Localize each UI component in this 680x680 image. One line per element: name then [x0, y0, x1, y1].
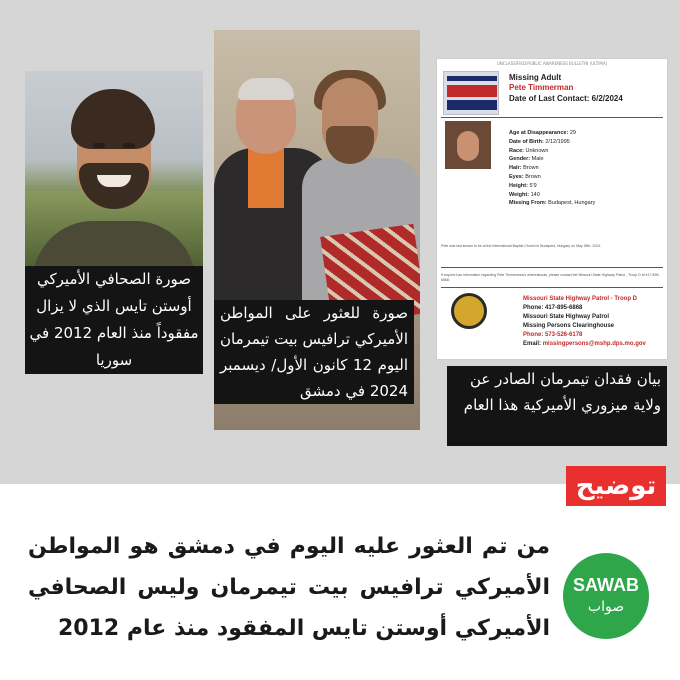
doc-field: Height: 5'9	[509, 182, 537, 189]
caption-photo1: صورة الصحافي الأميركي أوستن تايس الذي لا يزال مفقوداً منذ العام 2012 في سوريا	[25, 266, 203, 374]
doc-field: Date of Birth: 2/12/1995	[509, 138, 570, 145]
doc-field: Missing From: Budapest, Hungary	[509, 200, 596, 207]
doc-contact-block: Missouri State Highway Patrol - Troop D Phone: 417-895-6868 Missouri State Highway Patrol Missing Persons Clearinghouse Phone: 573-526-6178 Email: missingpersons@mshp.dps.mo.gov	[523, 296, 646, 347]
caption-photo2: صورة للعثور على المواطن الأميركي ترافيس بيت تيمرمان اليوم 12 كانون الأول/ ديسمبر 2024 في دمشق	[214, 300, 414, 404]
clarification-text: من تم العثور عليه اليوم في دمشق هو المواطن الأميركي ترافيس بيت تيمرمان وليس الصحافي الأميركي أوستن تايس المفقود منذ عام 2012	[28, 534, 550, 641]
caption-document: بيان فقدان تيمرمان الصادر عن ولاية ميزوري الأميركية هذا العام	[447, 366, 667, 446]
clarification-label: توضيح	[566, 466, 666, 506]
clearinghouse-logo-icon	[443, 71, 499, 115]
doc-note: Pete was last known to be at the International Baptist Church in Budapest, Hungary on May 28th, 2024.	[441, 244, 602, 248]
logo-text-en: SAWAB	[572, 575, 639, 595]
doc-divider	[441, 117, 663, 118]
doc-email-link: missingpersons@mshp.dps.mo.gov	[542, 341, 646, 347]
doc-last-contact: Date of Last Contact: 6/2/2024	[509, 94, 623, 103]
doc-field: Age at Disappearance: 29	[509, 130, 576, 136]
doc-header-small: UNCLASSIFIED/PUBLIC AWARENESS BULLETIN (ULTIMA)	[496, 61, 608, 66]
doc-field: Eyes: Brown	[509, 173, 541, 180]
doc-divider	[441, 287, 663, 288]
doc-field: Gender: Male	[509, 156, 544, 163]
highway-patrol-badge-icon	[451, 293, 487, 329]
doc-fields	[509, 129, 595, 208]
doc-field: Hair: Brown	[509, 165, 539, 172]
doc-contact-note: If anyone has information regarding Pete Timmerman's whereabouts, please contact the Missouri State Highway Patrol - Troop D at 417-895-6868.	[441, 273, 660, 282]
doc-portrait	[445, 121, 491, 169]
doc-name: Pete Timmerman	[509, 83, 574, 92]
missing-person-bulletin	[437, 59, 667, 359]
doc-title: Missing Adult	[509, 73, 562, 82]
doc-field: Weight: 140	[509, 191, 540, 198]
doc-divider	[441, 267, 663, 268]
sawab-logo-icon	[563, 553, 649, 639]
photo-austin-tice	[25, 71, 203, 268]
doc-field: Race: Unknown	[509, 147, 549, 154]
logo-text-ar: صواب	[587, 599, 625, 615]
